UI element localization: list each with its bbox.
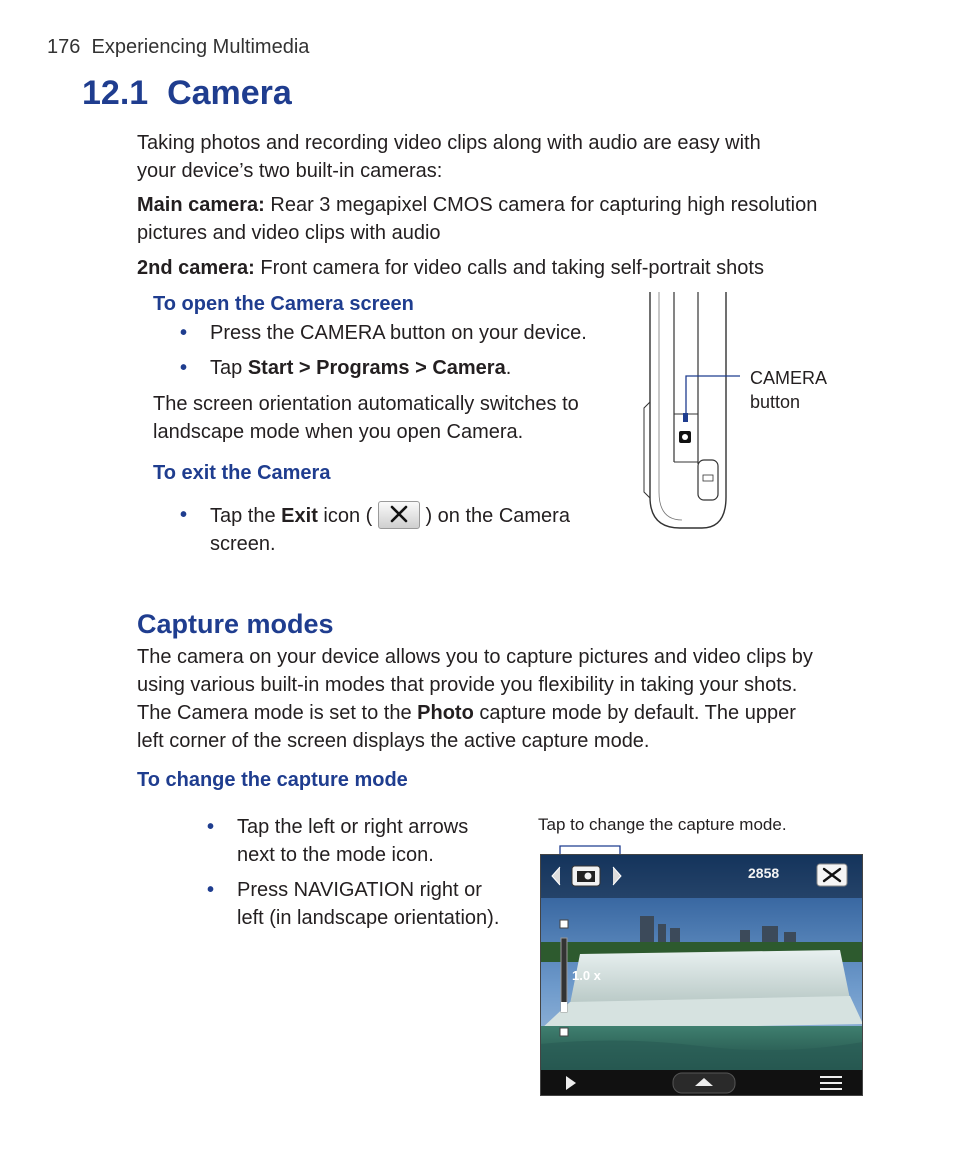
capture-modes-heading: Capture modes	[137, 609, 334, 639]
intro-line: your device’s two built-in cameras:	[137, 160, 443, 182]
exit-button[interactable]	[378, 501, 420, 529]
camera-screen-screenshot	[540, 854, 863, 1096]
bullet-text: left (in landscape orientation).	[237, 907, 500, 929]
paragraph-line: The camera on your device allows you to capture pictures and video clips by	[137, 646, 813, 668]
exit-label: Exit	[281, 505, 318, 527]
change-mode-heading: To change the capture mode	[137, 769, 408, 791]
bullet-icon: •	[180, 357, 188, 379]
bullet-text: screen.	[210, 533, 276, 555]
capture-modes-paragraph	[137, 643, 813, 755]
note-line: The screen orientation automatically switches to	[153, 393, 579, 415]
paragraph-line: The Camera mode is set to the	[137, 702, 418, 724]
bullet-text: next to the mode icon.	[237, 844, 434, 866]
bullet-text: .	[505, 357, 512, 379]
photo-mode-label: Photo	[417, 702, 474, 724]
list-item	[207, 876, 500, 932]
list-item	[180, 501, 570, 558]
bullet-text: ) on the Camera	[419, 505, 570, 527]
second-camera-text: Front camera for video calls and taking self-portrait shots	[254, 257, 764, 279]
camera-mode-icon[interactable]	[572, 866, 600, 886]
bullet-icon: •	[207, 816, 215, 838]
second-camera-paragraph	[137, 254, 764, 282]
callout-line: button	[750, 392, 801, 412]
zoom-level: 1.0 x	[572, 968, 601, 983]
running-head	[47, 36, 309, 59]
exit-camera-heading: To exit the Camera	[153, 462, 331, 484]
camera-button-callout	[750, 366, 827, 414]
second-camera-label: 2nd camera:	[137, 257, 255, 279]
bullet-text: Press the CAMERA button on your device.	[210, 322, 587, 344]
chapter-title: Experiencing Multimedia	[91, 36, 310, 58]
bullet-text: Tap the left or right arrows	[237, 816, 469, 838]
bullet-icon: •	[180, 322, 188, 344]
device-side-illustration	[640, 292, 740, 537]
open-camera-heading: To open the Camera screen	[153, 293, 414, 315]
intro-paragraph	[137, 129, 761, 185]
main-camera-paragraph	[137, 191, 817, 247]
menu-path: Start > Programs > Camera	[247, 357, 506, 379]
main-camera-text: Rear 3 megapixel CMOS camera for capturing high resolution	[264, 194, 818, 216]
close-icon	[379, 502, 419, 528]
bullet-text: Tap	[210, 357, 248, 379]
list-item	[207, 813, 469, 869]
callout-line: CAMERA	[750, 368, 828, 388]
paragraph-line: capture mode by default. The upper	[473, 702, 796, 724]
bullet-text: Press NAVIGATION right or	[237, 879, 482, 901]
bullet-icon: •	[207, 879, 215, 901]
camera-button-icon	[679, 431, 691, 443]
list-item	[180, 354, 512, 382]
bullet-text: Tap the	[210, 505, 282, 527]
close-icon[interactable]	[817, 864, 847, 886]
shots-remaining: 2858	[748, 865, 780, 881]
section-title: 12.1 Camera	[82, 74, 292, 112]
paragraph-line: left corner of the screen displays the active capture mode.	[137, 730, 650, 752]
list-item	[180, 319, 587, 347]
paragraph-line: using various built-in modes that provide you flexibility in taking your shots.	[137, 674, 798, 696]
bullet-text: icon (	[317, 505, 378, 527]
main-camera-text: pictures and video clips with audio	[137, 222, 441, 244]
bullet-icon: •	[180, 504, 188, 526]
main-camera-label: Main camera:	[137, 194, 265, 216]
mode-callout: Tap to change the capture mode.	[538, 815, 787, 834]
intro-line: Taking photos and recording video clips along with audio are easy with	[137, 132, 761, 154]
note-line: landscape mode when you open Camera.	[153, 421, 524, 443]
page-number: 176	[47, 36, 81, 58]
orientation-note	[153, 390, 579, 446]
